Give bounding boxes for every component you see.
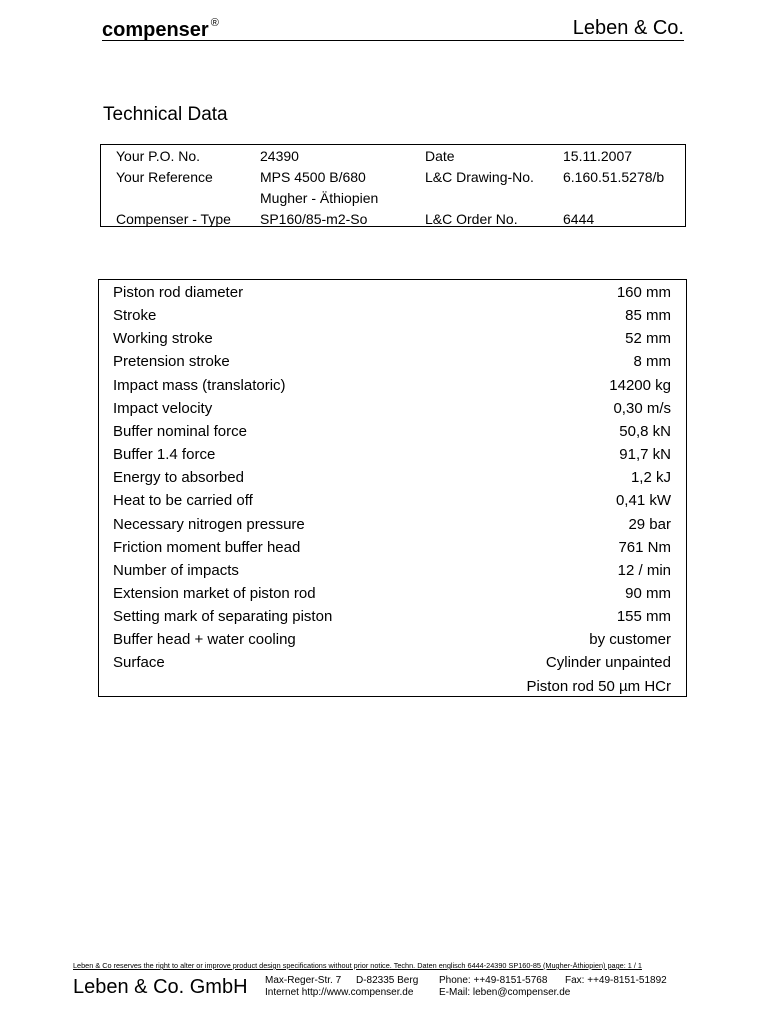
- spec-row: [113, 516, 671, 539]
- brand-name: compenser: [102, 19, 209, 41]
- spec-value: Cylinder unpainted: [545, 654, 671, 672]
- spec-label: Setting mark of separating piston: [113, 608, 333, 626]
- footer-note: Leben & Co reserves the right to alter or improve product design specifications without prior notice. Techn. Daten englisch 6444-24390 SP160-85 (Mugher-Äthiopien) page: 1 / 1: [73, 961, 642, 970]
- po-label: Your P.O. No.: [116, 148, 201, 164]
- spec-value: 160 mm: [616, 284, 671, 301]
- spec-value: 14200 kg: [609, 376, 671, 394]
- type-label: Compenser - Type: [116, 211, 231, 227]
- spec-row: [113, 469, 671, 492]
- spec-label: Working stroke: [113, 330, 213, 348]
- page-header: [102, 14, 684, 41]
- reference-value-2: Mugher - Äthiopien: [260, 190, 379, 206]
- spec-row: [113, 330, 671, 353]
- footer-city: D-82335 Berg: [356, 975, 419, 986]
- spec-label: Number of impacts: [113, 561, 239, 579]
- reference-label: Your Reference: [116, 169, 213, 185]
- spec-row: [113, 562, 671, 585]
- spec-label: Stroke: [113, 307, 157, 325]
- drawing-value: 6.160.51.5278/b: [563, 169, 665, 185]
- spec-row: [113, 631, 671, 654]
- spec-row: [113, 377, 671, 400]
- spec-value: 85 mm: [625, 307, 671, 325]
- spec-row: [113, 678, 671, 701]
- spec-row: [113, 284, 671, 307]
- date-label: Date: [425, 148, 455, 164]
- spec-row: [113, 654, 671, 677]
- spec-label: Buffer nominal force: [113, 422, 247, 440]
- spec-value: 52 mm: [625, 330, 671, 348]
- spec-value: 91,7 kN: [619, 446, 671, 464]
- order-label: L&C Order No.: [425, 211, 518, 227]
- spec-value: 90 mm: [625, 584, 671, 602]
- spec-value: 29 bar: [628, 515, 671, 533]
- spec-row: [113, 423, 671, 446]
- spec-label: Heat to be carried off: [113, 492, 253, 510]
- footer-internet: Internet http://www.compenser.de: [265, 987, 414, 998]
- spec-value: 50,8 kN: [619, 422, 671, 440]
- spec-label: Friction moment buffer head: [113, 538, 301, 556]
- spec-row: [113, 585, 671, 608]
- spec-value: 0,30 m/s: [613, 399, 671, 417]
- spec-row: [113, 353, 671, 376]
- spec-label: Energy to absorbed: [113, 469, 244, 487]
- spec-label: Surface: [113, 654, 165, 672]
- spec-value: by customer: [589, 631, 671, 649]
- spec-row: [113, 539, 671, 562]
- footer-company: Leben & Co. GmbH: [73, 976, 248, 998]
- page-title: Technical Data: [103, 104, 228, 125]
- spec-value: 0,41 kW: [615, 492, 671, 510]
- spec-label: Impact velocity: [113, 399, 213, 417]
- spec-value: 155 mm: [616, 608, 671, 626]
- footer-phone: Phone: ++49-8151-5768: [439, 975, 548, 986]
- reference-value-1: MPS 4500 B/680: [260, 169, 366, 185]
- spec-label: Piston rod diameter: [113, 284, 244, 301]
- spec-row: [113, 492, 671, 515]
- footer-street: Max-Reger-Str. 7: [265, 975, 342, 986]
- po-value: 24390: [260, 148, 299, 164]
- reference-box: [100, 144, 686, 227]
- spec-label: Buffer head + water cooling: [113, 631, 296, 649]
- date-value: 15.11.2007: [563, 148, 633, 164]
- spec-row: [113, 446, 671, 469]
- drawing-label: L&C Drawing-No.: [425, 169, 534, 185]
- registered-mark: ®: [210, 17, 219, 29]
- type-value: SP160/85-m2-So: [260, 211, 368, 227]
- spec-value: 761 Nm: [618, 538, 671, 556]
- specs-table: [98, 279, 687, 697]
- spec-value: 12 / min: [617, 561, 671, 579]
- brand-logo: [102, 17, 219, 42]
- spec-value: 8 mm: [633, 353, 671, 371]
- spec-label: Necessary nitrogen pressure: [113, 515, 305, 533]
- spec-label: Extension market of piston rod: [113, 584, 316, 602]
- footer-fax: Fax: ++49-8151-51892: [565, 975, 667, 986]
- spec-value: 1,2 kJ: [630, 469, 671, 487]
- spec-row: [113, 400, 671, 423]
- order-value: 6444: [563, 211, 595, 227]
- spec-label: Impact mass (translatoric): [113, 376, 286, 394]
- spec-row: [113, 307, 671, 330]
- footer-email: E-Mail: leben@compenser.de: [439, 987, 571, 998]
- spec-label: Buffer 1.4 force: [113, 446, 216, 464]
- spec-label: Pretension stroke: [113, 353, 230, 371]
- spec-row: [113, 608, 671, 631]
- header-company: Leben & Co.: [572, 17, 684, 39]
- spec-value: Piston rod 50 µm HCr: [526, 677, 671, 695]
